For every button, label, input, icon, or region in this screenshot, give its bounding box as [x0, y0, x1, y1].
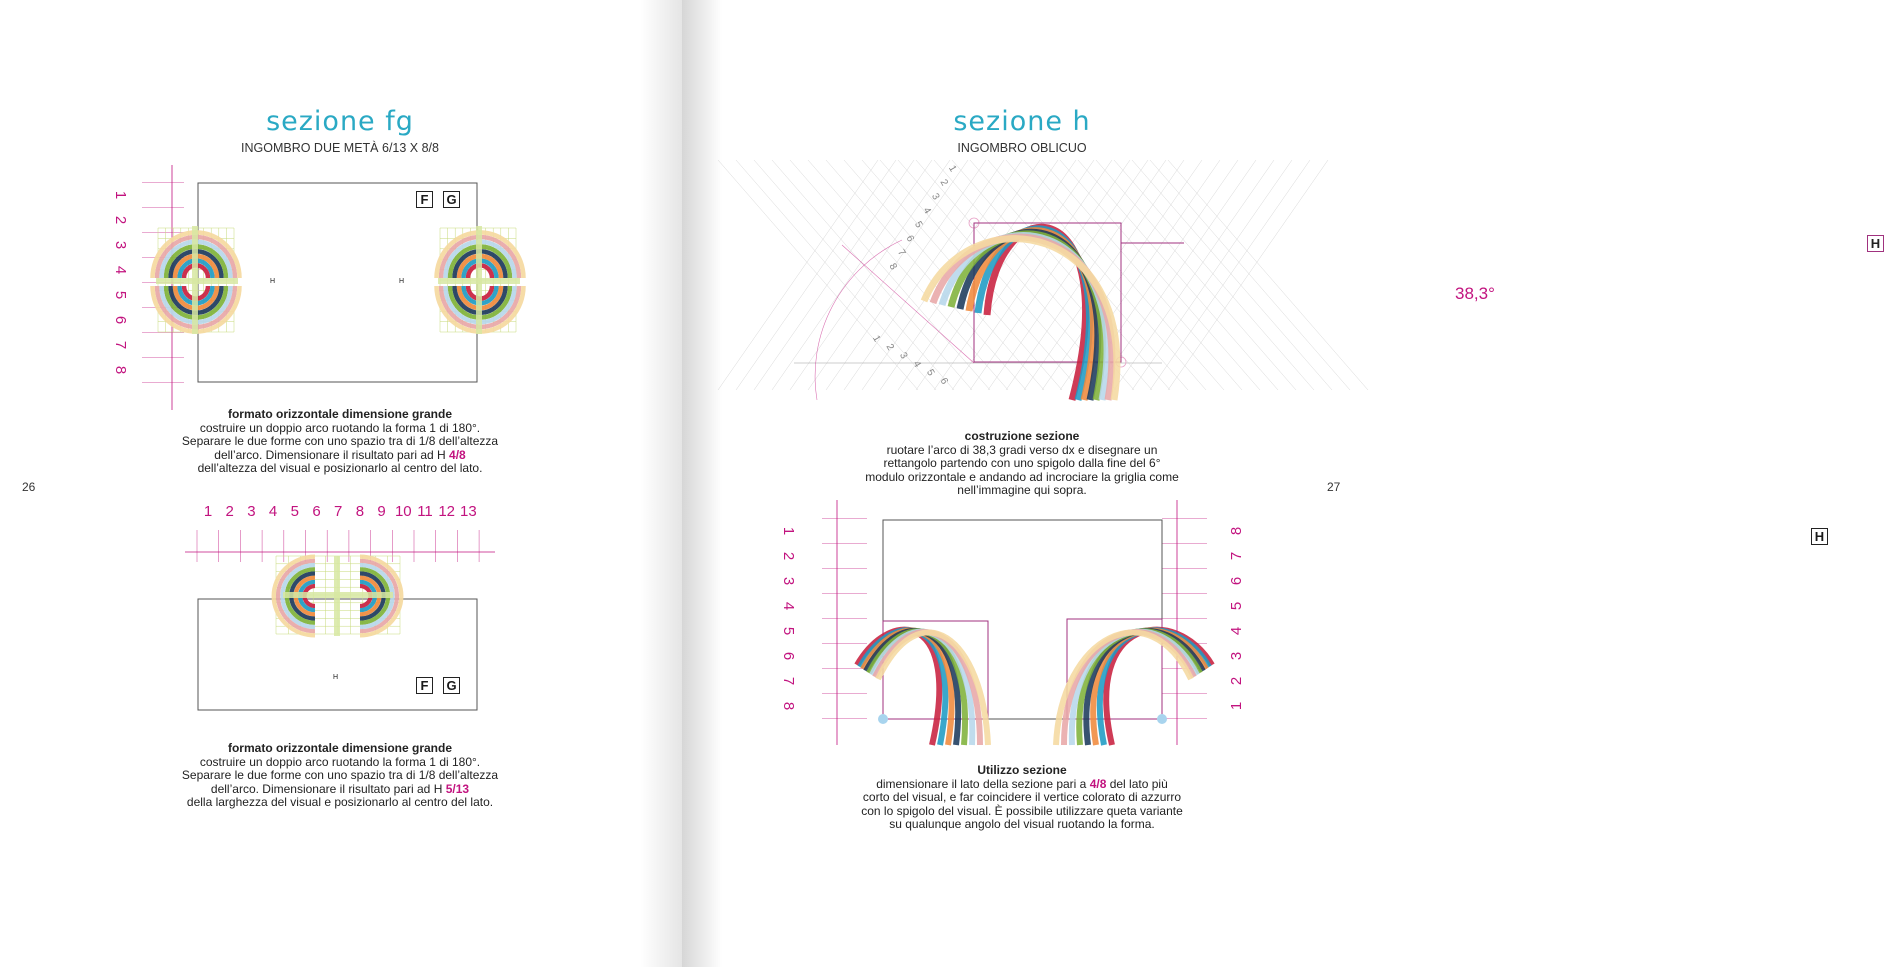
scale-label: 3 — [897, 350, 910, 361]
scale-label: 1 — [1227, 701, 1245, 711]
diagram-h-usage — [780, 495, 1245, 750]
scale-label: 7 — [895, 247, 908, 258]
scale-label: 6 — [312, 502, 321, 520]
scale-label: 3 — [929, 191, 942, 202]
double-arc-horizontal — [274, 556, 402, 636]
scale-label: 6 — [903, 233, 916, 244]
left-caption-2: formato orizzontale dimensione grande costruire un doppio arco ruotando la forma 1 di 180°. Separare le due forme con uno spazio tra di 1/8 dell’altezza dell’arco. Dimensionare il risultato pari ad H 5/13 della larghezza del visual e posizionarlo al centro del lato. — [181, 741, 499, 810]
scale-label: 6 — [112, 315, 130, 325]
scale-label: 2 — [883, 342, 896, 353]
diagram-h-oblique — [782, 160, 1222, 405]
right-page — [682, 0, 1881, 967]
scale-label: 2 — [780, 551, 798, 561]
scale-label: 5 — [1227, 601, 1245, 611]
left-title: sezione fg — [266, 106, 414, 137]
scale-label: 3 — [112, 240, 130, 250]
scale-label: 7 — [334, 502, 343, 520]
right-caption-1: costruzione sezione ruotare l’arco di 38,3 gradi verso dx e disegnare un rettangolo partendo con uno spigolo dalla fine del 6° modulo orizzontale e andando ad incrociare la griglia come nell’immagine qui sopra. — [865, 429, 1179, 498]
scale-label: 8 — [886, 261, 899, 272]
gutter-shadow-right — [682, 0, 722, 967]
scale-label: 5 — [924, 367, 937, 378]
scale-label: 2 — [112, 215, 130, 225]
scale-label: 3 — [247, 502, 256, 520]
scale-label: 4 — [910, 359, 923, 370]
section-arc-right — [1056, 630, 1212, 745]
scale-label: 2 — [225, 502, 234, 520]
dim-label-h-2: H — [399, 278, 405, 285]
scale-label: 8 — [1227, 526, 1245, 536]
scale-label: 5 — [780, 626, 798, 636]
scale-label: 2 — [1227, 676, 1245, 686]
rotated-arc — [924, 227, 1117, 400]
oblique-grid — [718, 160, 1368, 400]
dim-label-h-3: H — [333, 674, 339, 681]
double-arc-right — [437, 226, 524, 334]
scale-label: 4 — [1227, 626, 1245, 636]
diagram-fg-vertical — [100, 160, 540, 410]
scale-label: 4 — [112, 265, 130, 275]
scale-label: 10 — [394, 502, 412, 520]
badge-h-2: H — [1811, 528, 1828, 546]
scale-label: 1 — [870, 333, 883, 344]
scale-label: 9 — [377, 502, 386, 520]
scale-label: 4 — [920, 205, 933, 216]
angle-label: 38,3° — [1455, 284, 1495, 303]
vertical-scales — [780, 500, 1245, 745]
scale-label: 6 — [780, 651, 798, 661]
scale-label: 7 — [780, 676, 798, 686]
scale-label: 4 — [780, 601, 798, 611]
scale-label: 3 — [780, 576, 798, 586]
scale-label: 3 — [1227, 651, 1245, 661]
badge-h: H — [1867, 235, 1884, 253]
badge-f: F — [416, 191, 433, 209]
right-title: sezione h — [953, 106, 1091, 137]
scale-label: 6 — [937, 376, 950, 387]
badge-g-2: G — [443, 677, 460, 695]
scale-label: 1 — [112, 190, 130, 200]
scale-label: 7 — [1227, 551, 1245, 561]
scale-label: 8 — [355, 502, 365, 520]
badge-g: G — [443, 191, 460, 209]
right-caption-2: Utilizzo sezione dimensionare il lato della sezione pari a 4/8 del lato più corto del visual, e far coincidere il vertice colorato di azzurro con lo spigolo del visual. È possibile utilizzare queta variante su qualunque angolo del visual ruotando la forma. — [861, 763, 1183, 832]
scale-label: 1 — [946, 163, 959, 174]
left-page — [0, 0, 682, 967]
scale-label: 6 — [1227, 576, 1245, 586]
scale-label: 5 — [290, 502, 299, 520]
scale-label: 5 — [912, 219, 925, 230]
right-subtitle: INGOMBRO OBLICUO — [957, 141, 1087, 155]
scale-label: 1 — [780, 526, 798, 536]
gutter-shadow-left — [640, 0, 682, 967]
scale-label: 4 — [268, 502, 278, 520]
scale-label: 1 — [203, 502, 213, 520]
left-subtitle: INGOMBRO DUE METÀ 6/13 X 8/8 — [241, 141, 439, 155]
scale-label: 2 — [937, 177, 950, 188]
section-arc-left — [857, 630, 988, 745]
badge-f-2: F — [416, 677, 433, 695]
scale-label: 8 — [780, 701, 798, 711]
scale-label: 11 — [417, 502, 433, 520]
scale-label: 7 — [112, 340, 130, 350]
page-number-right: 27 — [1327, 480, 1341, 494]
scale-label: 13 — [460, 502, 477, 520]
double-arc-left — [153, 226, 240, 334]
dim-label-h: H — [270, 278, 276, 285]
page-number-left: 26 — [22, 480, 36, 494]
left-caption-1: formato orizzontale dimensione grande costruire un doppio arco ruotando la forma 1 di 180°. Separare le due forme con uno spazio tra di 1/8 dell’altezza dell’arco. Dimensionare il risultato pari ad H 4/8 dell’altezza del visual e posizionarlo al centro del lato. — [181, 407, 499, 476]
scale-label: 8 — [112, 365, 130, 375]
horizontal-scale — [185, 503, 495, 562]
scale-label: 5 — [112, 290, 130, 300]
scale-label: 12 — [438, 502, 456, 520]
